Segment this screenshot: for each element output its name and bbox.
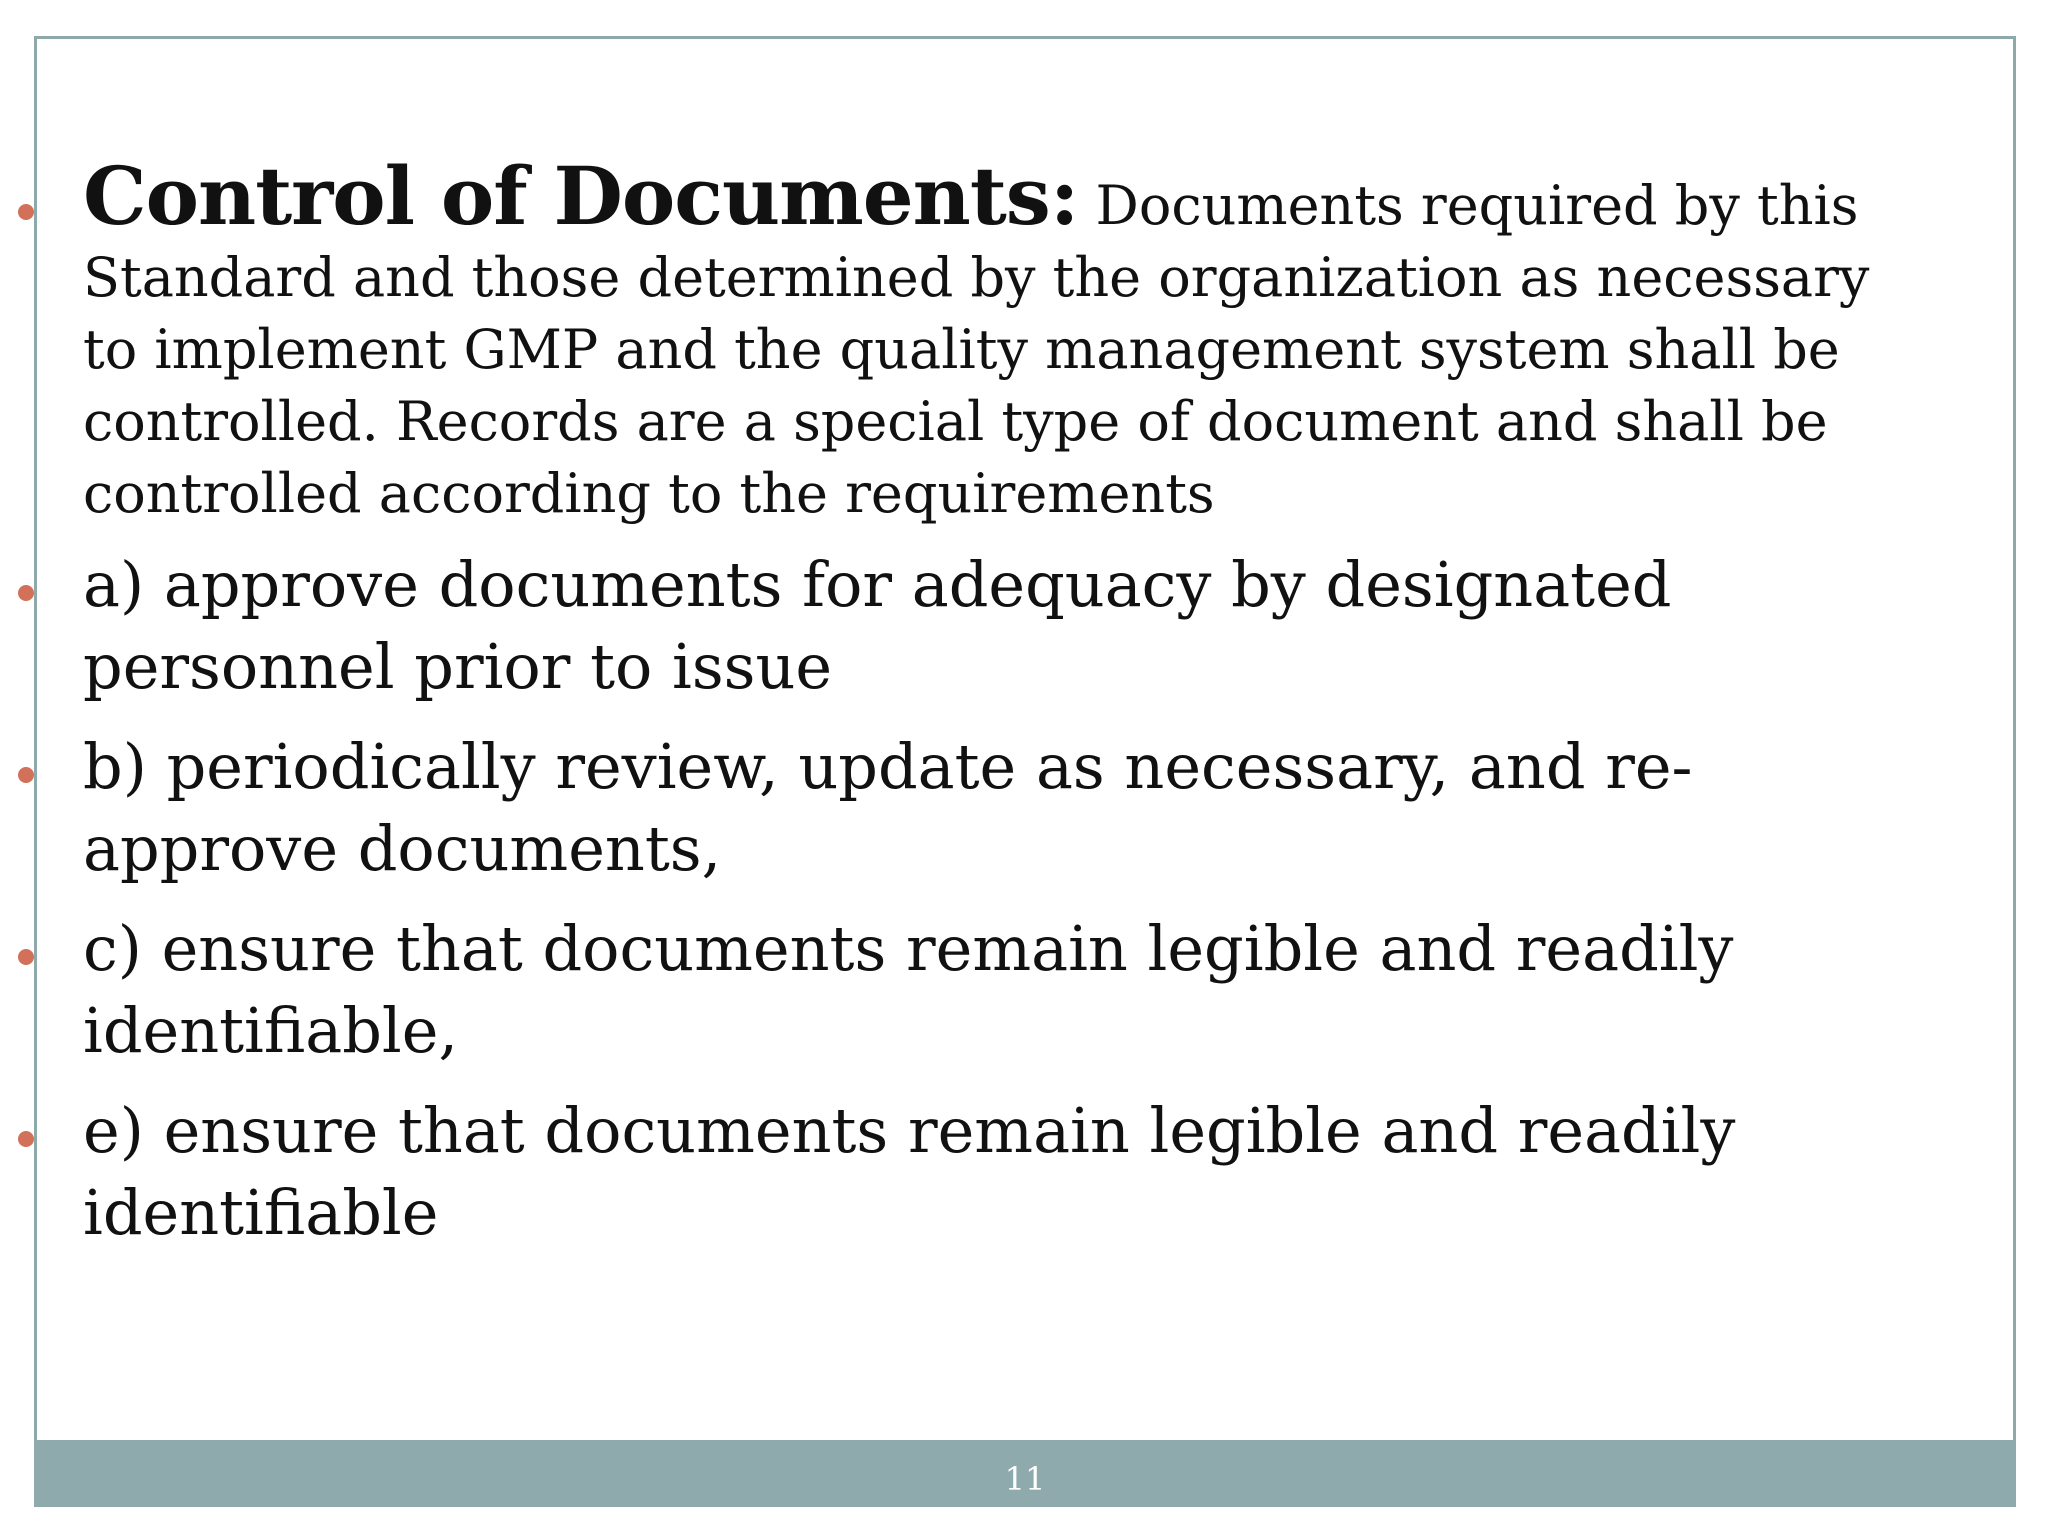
bullet-text: e) ensure that documents remain legible and readily identifiable	[83, 1094, 1736, 1249]
bullet-text: c) ensure that documents remain legible and readily identifiable,	[83, 912, 1734, 1067]
bullet-dot-icon	[18, 767, 34, 783]
section-intro-text: Documents required by this Standard and those determined by the organization as necessary to implement GMP and the quality management system shall be controlled. Records are a special type of document and shall be controlled according to the requirements	[83, 174, 1870, 525]
bullet-text: b) periodically review, update as necessary, and re-approve documents,	[83, 730, 1693, 885]
bullet-dot-icon	[18, 585, 34, 601]
bullet-dot-icon	[18, 1131, 34, 1147]
bullet-item-e	[83, 1090, 1883, 1254]
bullet-item-b	[83, 726, 1883, 890]
footer-bar	[34, 1440, 2016, 1507]
page-number: 11	[1004, 1460, 1046, 1498]
bullet-item-c	[83, 908, 1883, 1072]
bullet-item-control-of-documents	[83, 149, 1883, 530]
section-heading: Control of Documents:	[83, 149, 1079, 243]
bullet-text: a) approve documents for adequacy by designated personnel prior to issue	[83, 548, 1672, 703]
bullet-dot-icon	[18, 204, 34, 220]
bullet-dot-icon	[18, 949, 34, 965]
bullet-list	[83, 149, 1883, 1272]
bullet-item-a	[83, 544, 1883, 708]
